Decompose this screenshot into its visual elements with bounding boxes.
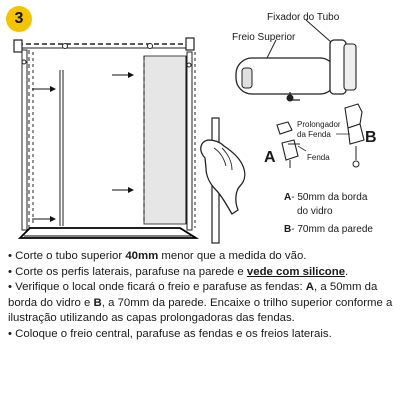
instruction-1 (8, 249, 396, 265)
label-b-prefix: B (284, 224, 292, 235)
label-b-desc (284, 224, 373, 236)
instruction-2-pre: • Corte os perfis laterais, parafuse na parede e (8, 265, 247, 278)
instruction-3-bold-b: B (93, 296, 102, 309)
fixed-glass-panel (33, 52, 63, 226)
instruction-2-bold: vede com silicone (246, 265, 346, 278)
instruction-1-bold: 40mm (125, 250, 159, 262)
instruction-2-post: . (345, 265, 349, 278)
left-wall-profile (22, 50, 29, 230)
label-fenda: Fenda (307, 153, 330, 162)
label-B: B (365, 129, 377, 146)
instructions (8, 249, 396, 343)
label-b-desc-text: - 70mm da parede (291, 224, 373, 235)
label-fixador: Fixador do Tubo (267, 12, 340, 23)
instruction-3-mid: , a 50mm da borda do vidro e (8, 281, 378, 309)
instruction-2 (8, 265, 396, 281)
floor (20, 228, 196, 238)
label-a-prefix: A (284, 192, 292, 203)
instruction-1-pre: • Corte o tubo superior (8, 250, 126, 262)
instruction-3-pre: • Verifique o local onde ficará o freio e parafuse as fendas: (8, 281, 306, 294)
label-prolongador-2: da Fenda (297, 130, 331, 139)
right-wall-profile (187, 52, 195, 230)
step-number: 3 (14, 10, 24, 27)
top-rail (14, 38, 194, 52)
label-a-desc-1 (284, 192, 367, 204)
sliding-glass-panel (144, 56, 186, 224)
label-a-desc-2: do vidro (297, 206, 333, 217)
label-freio: Freio Superior (232, 32, 296, 43)
label-A: A (264, 149, 276, 166)
arrow-right-icon (32, 72, 134, 222)
slot-fitting-B (345, 104, 364, 167)
hand-icon (201, 118, 245, 243)
instruction-3 (8, 280, 396, 327)
instruction-4: • Coloque o freio central, parafuse as fendas e os freios laterais. (8, 327, 332, 340)
label-prolongador-1: Prolongador (297, 120, 341, 129)
instruction-3-bold-a: A (305, 281, 315, 294)
instruction-1-post: menor que a medida do vão. (158, 250, 307, 262)
instruction-3-post: , a 70mm da parede. Encaixe o trilho superior conforme a ilustração utilizando as capas prolongadoras das fendas. (8, 296, 393, 325)
label-a-desc-text: - 50mm da borda (291, 192, 368, 203)
